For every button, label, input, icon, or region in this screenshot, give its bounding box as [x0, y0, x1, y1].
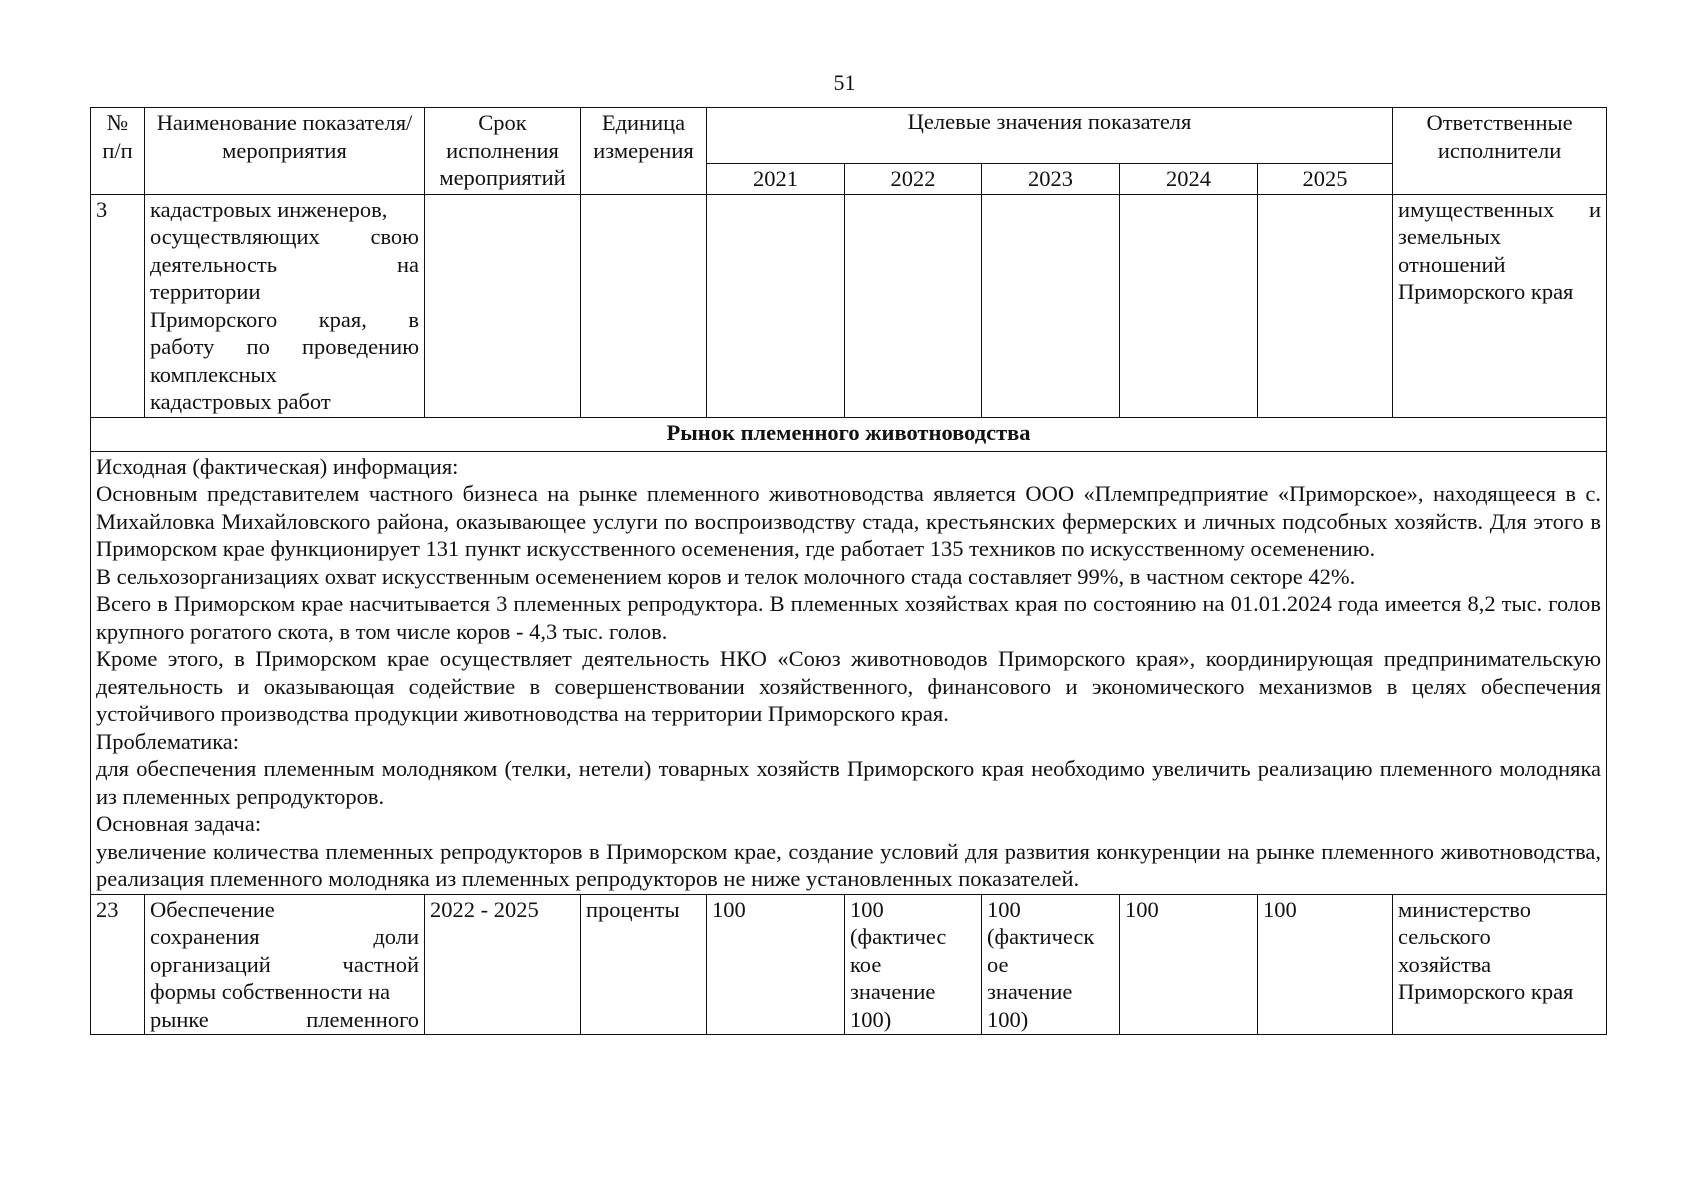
row3-num: 3 [91, 194, 145, 417]
table-row [91, 194, 1607, 417]
header-term: Срок исполнения мероприятий [425, 108, 581, 195]
header-num: № п/п [91, 108, 145, 195]
row23-2024: 100 [1120, 894, 1258, 1035]
info-paragraph: Кроме этого, в Приморском крае осуществляет деятельность НКО «Союз животноводов Приморского края», координирующая предпринимательскую деятельность и оказывающая содействие в совершенствовании хозяйственного, финансового и экономического механизмов в целях обеспечения устойчивого производства продукции животноводства на территории Приморского края. [96, 646, 1602, 726]
section-title-row [91, 417, 1607, 451]
row23-responsible: министерство сельского хозяйства Приморского края [1393, 894, 1607, 1035]
info-paragraph: Основным представителем частного бизнеса на рынке племенного животноводства является ООО «Племпредприятие «Приморское», находящееся в с. Михайловка Михайловского района, оказывающее услуги по воспроизводству стада, крестьянских фермерских и личных подсобных хозяйств. Для этого в Приморском крае функционирует 131 пункт искусственного осеменения, где работает 135 техников по искусственному осеменению. [96, 481, 1602, 561]
row23-2025: 100 [1258, 894, 1393, 1035]
info-paragraph: В сельхозорганизациях охват искусственным осеменением коров и телок молочного стада составляет 99%, в частном секторе 42%. [96, 563, 1356, 589]
header-targets: Целевые значения показателя [707, 108, 1393, 164]
problems-label: Проблематика: [96, 728, 240, 754]
row3-unit [581, 194, 707, 417]
row3-2025 [1258, 194, 1393, 417]
row3-2024 [1120, 194, 1258, 417]
year-2024: 2024 [1120, 164, 1258, 195]
indicators-table [90, 107, 1607, 1035]
header-unit: Единица измерения [581, 108, 707, 195]
header-row [91, 108, 1607, 164]
row23-2022: 100 (фактичес кое значение 100) [845, 894, 982, 1035]
year-2022: 2022 [845, 164, 982, 195]
section-info [91, 451, 1607, 894]
header-responsible: Ответственные исполнители [1393, 108, 1607, 195]
task-paragraph: увеличение количества племенных репродукторов в Приморском крае, создание условий для развития конкуренции на рынке племенного животноводства, реализация племенного молодняка из племенных репродукторов не ниже установленных показателей. [96, 838, 1602, 891]
row23-2021: 100 [707, 894, 845, 1035]
page-number: 51 [833, 70, 856, 95]
row3-2021 [707, 194, 845, 417]
row23-num: 23 [91, 894, 145, 1035]
info-label: Исходная (фактическая) информация: [96, 453, 459, 479]
row3-name: кадастровых инженеров, осуществляющих свою деятельность на территории Приморского края, в работу по проведению комплексных кадастровых работ [145, 194, 425, 417]
header-name: Наименование показателя/мероприятия [145, 108, 425, 195]
info-paragraph: Всего в Приморском крае насчитывается 3 племенных репродуктора. В племенных хозяйствах края по состоянию на 01.01.2024 года имеется 8,2 тыс. голов крупного рогатого скота, в том числе коров - 4,3 тыс. голов. [96, 591, 1602, 644]
row3-2022 [845, 194, 982, 417]
row23-term: 2022 - 2025 [425, 894, 581, 1035]
task-label: Основная задача: [96, 811, 262, 836]
row23-unit: проценты [581, 894, 707, 1035]
year-2025: 2025 [1258, 164, 1393, 195]
row3-term [425, 194, 581, 417]
year-2023: 2023 [982, 164, 1120, 195]
year-2021: 2021 [707, 164, 845, 195]
problems-paragraph: для обеспечения племенным молодняком (телки, нетели) товарных хозяйств Приморского края необходимо увеличить реализацию племенного молодняка из племенных репродукторов. [96, 756, 1602, 809]
row3-2023 [982, 194, 1120, 417]
table-row [91, 894, 1607, 1035]
row23-2023: 100 (фактическ ое значение 100) [982, 894, 1120, 1035]
section-info-row [91, 451, 1607, 894]
section-title: Рынок племенного животноводства [91, 417, 1607, 451]
row23-name: Обеспечение сохранения доли организаций частной формы собственности на рынке племенного [145, 894, 425, 1035]
row3-responsible: имущественных и земельных отношений Приморского края [1393, 194, 1607, 417]
